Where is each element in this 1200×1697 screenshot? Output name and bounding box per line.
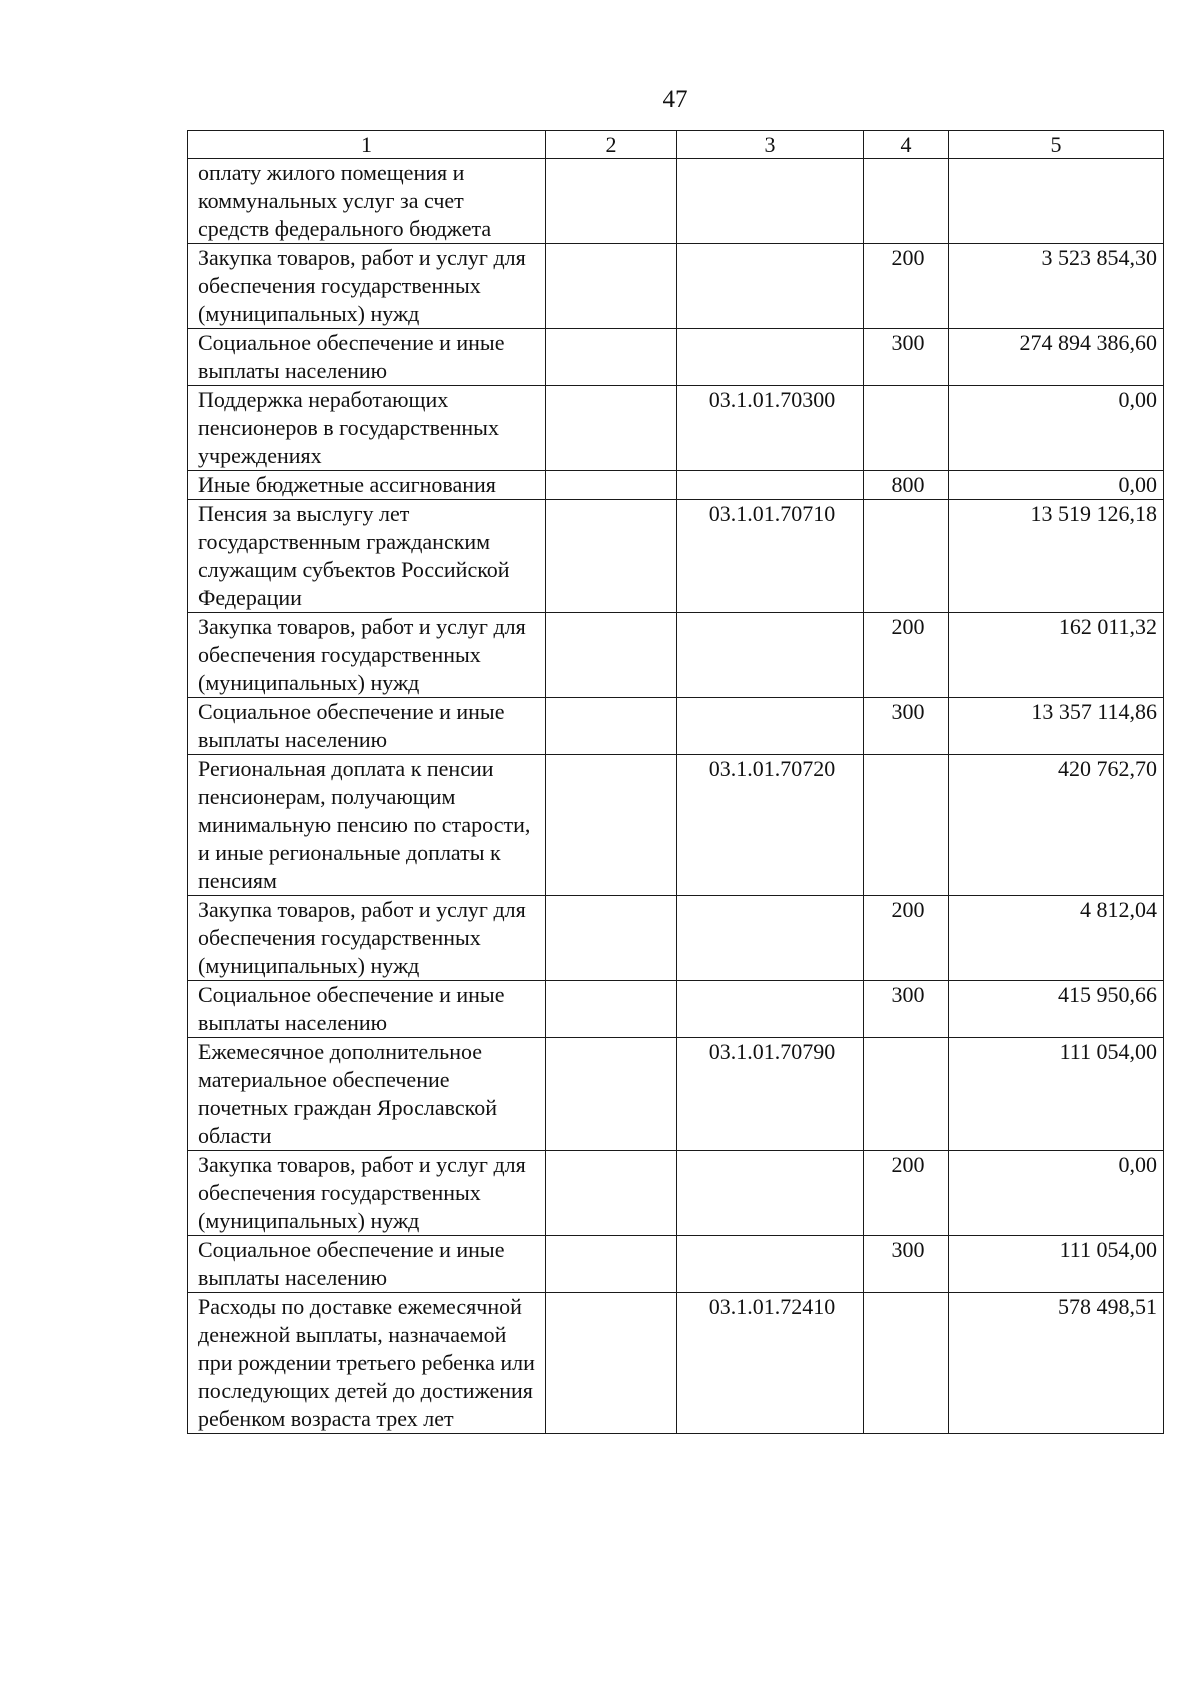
row-amount-cell <box>949 159 1164 244</box>
row-name-cell: Социальное обеспечение и иные выплаты населению <box>188 981 546 1038</box>
row-column2-cell <box>546 159 677 244</box>
column-header-5: 5 <box>949 131 1164 159</box>
row-code-cell: 03.1.01.70710 <box>677 500 864 613</box>
row-column2-cell <box>546 471 677 500</box>
row-name-cell: Социальное обеспечение и иные выплаты населению <box>188 1236 546 1293</box>
row-amount-cell: 4 812,04 <box>949 896 1164 981</box>
table-row <box>188 981 1164 1038</box>
table-row <box>188 1293 1164 1434</box>
row-code-cell: 03.1.01.70720 <box>677 755 864 896</box>
row-expense-type-cell: 200 <box>864 613 949 698</box>
table-row <box>188 329 1164 386</box>
row-column2-cell <box>546 896 677 981</box>
row-column2-cell <box>546 981 677 1038</box>
row-expense-type-cell: 200 <box>864 244 949 329</box>
row-amount-cell: 274 894 386,60 <box>949 329 1164 386</box>
row-code-cell: 03.1.01.72410 <box>677 1293 864 1434</box>
column-header-3: 3 <box>677 131 864 159</box>
row-name-cell: Пенсия за выслугу лет государственным гражданским служащим субъектов Российской Федерации <box>188 500 546 613</box>
row-amount-cell: 420 762,70 <box>949 755 1164 896</box>
row-column2-cell <box>546 1236 677 1293</box>
row-code-cell: 03.1.01.70790 <box>677 1038 864 1151</box>
row-name-cell: Закупка товаров, работ и услуг для обеспечения государственных (муниципальных) нужд <box>188 244 546 329</box>
row-name-cell: Социальное обеспечение и иные выплаты населению <box>188 329 546 386</box>
row-column2-cell <box>546 500 677 613</box>
row-expense-type-cell: 300 <box>864 698 949 755</box>
row-code-cell: 03.1.01.70300 <box>677 386 864 471</box>
row-expense-type-cell <box>864 755 949 896</box>
row-amount-cell: 13 357 114,86 <box>949 698 1164 755</box>
table-row <box>188 613 1164 698</box>
row-code-cell <box>677 896 864 981</box>
row-code-cell <box>677 1236 864 1293</box>
row-column2-cell <box>546 698 677 755</box>
page-number: 47 <box>662 86 688 113</box>
row-name-cell: Поддержка неработающих пенсионеров в государственных учреждениях <box>188 386 546 471</box>
row-name-cell: Расходы по доставке ежемесячной денежной выплаты, назначаемой при рождении третьего ребенка или последующих детей до достижения ребенком возраста трех лет <box>188 1293 546 1434</box>
row-amount-cell: 0,00 <box>949 386 1164 471</box>
row-code-cell <box>677 329 864 386</box>
row-code-cell <box>677 159 864 244</box>
row-expense-type-cell <box>864 159 949 244</box>
row-amount-cell: 111 054,00 <box>949 1236 1164 1293</box>
row-code-cell <box>677 244 864 329</box>
row-expense-type-cell <box>864 1038 949 1151</box>
row-column2-cell <box>546 1293 677 1434</box>
row-column2-cell <box>546 386 677 471</box>
table-row <box>188 1151 1164 1236</box>
column-header-4: 4 <box>864 131 949 159</box>
table-row <box>188 755 1164 896</box>
row-column2-cell <box>546 1038 677 1151</box>
row-name-cell: Закупка товаров, работ и услуг для обеспечения государственных (муниципальных) нужд <box>188 613 546 698</box>
row-column2-cell <box>546 244 677 329</box>
column-header-1: 1 <box>188 131 546 159</box>
row-column2-cell <box>546 755 677 896</box>
row-column2-cell <box>546 1151 677 1236</box>
table-row <box>188 471 1164 500</box>
row-amount-cell: 111 054,00 <box>949 1038 1164 1151</box>
row-expense-type-cell: 800 <box>864 471 949 500</box>
row-expense-type-cell: 300 <box>864 329 949 386</box>
row-amount-cell: 162 011,32 <box>949 613 1164 698</box>
table-body <box>188 159 1164 1434</box>
row-amount-cell: 0,00 <box>949 1151 1164 1236</box>
table-row <box>188 1038 1164 1151</box>
row-name-cell: Закупка товаров, работ и услуг для обеспечения государственных (муниципальных) нужд <box>188 1151 546 1236</box>
row-code-cell <box>677 471 864 500</box>
table-row <box>188 1236 1164 1293</box>
row-amount-cell: 578 498,51 <box>949 1293 1164 1434</box>
row-name-cell: Ежемесячное дополнительное материальное обеспечение почетных граждан Ярославской области <box>188 1038 546 1151</box>
table-row <box>188 500 1164 613</box>
row-name-cell: Региональная доплата к пенсии пенсионерам, получающим минимальную пенсию по старости, и иные региональные доплаты к пенсиям <box>188 755 546 896</box>
row-expense-type-cell: 200 <box>864 896 949 981</box>
row-expense-type-cell <box>864 500 949 613</box>
row-name-cell: оплату жилого помещения и коммунальных услуг за счет средств федерального бюджета <box>188 159 546 244</box>
row-amount-cell: 13 519 126,18 <box>949 500 1164 613</box>
row-amount-cell: 415 950,66 <box>949 981 1164 1038</box>
row-amount-cell: 0,00 <box>949 471 1164 500</box>
table-row <box>188 159 1164 244</box>
row-amount-cell: 3 523 854,30 <box>949 244 1164 329</box>
row-expense-type-cell: 300 <box>864 981 949 1038</box>
row-column2-cell <box>546 329 677 386</box>
budget-table <box>187 130 1164 1434</box>
row-expense-type-cell: 300 <box>864 1236 949 1293</box>
row-code-cell <box>677 981 864 1038</box>
row-name-cell: Закупка товаров, работ и услуг для обеспечения государственных (муниципальных) нужд <box>188 896 546 981</box>
table-row <box>188 698 1164 755</box>
row-expense-type-cell: 200 <box>864 1151 949 1236</box>
table-row <box>188 244 1164 329</box>
row-expense-type-cell <box>864 386 949 471</box>
row-name-cell: Иные бюджетные ассигнования <box>188 471 546 500</box>
row-expense-type-cell <box>864 1293 949 1434</box>
row-column2-cell <box>546 613 677 698</box>
table-row <box>188 386 1164 471</box>
column-header-2: 2 <box>546 131 677 159</box>
row-code-cell <box>677 613 864 698</box>
table-header-row <box>188 131 1164 159</box>
row-code-cell <box>677 698 864 755</box>
row-name-cell: Социальное обеспечение и иные выплаты населению <box>188 698 546 755</box>
row-code-cell <box>677 1151 864 1236</box>
table-row <box>188 896 1164 981</box>
